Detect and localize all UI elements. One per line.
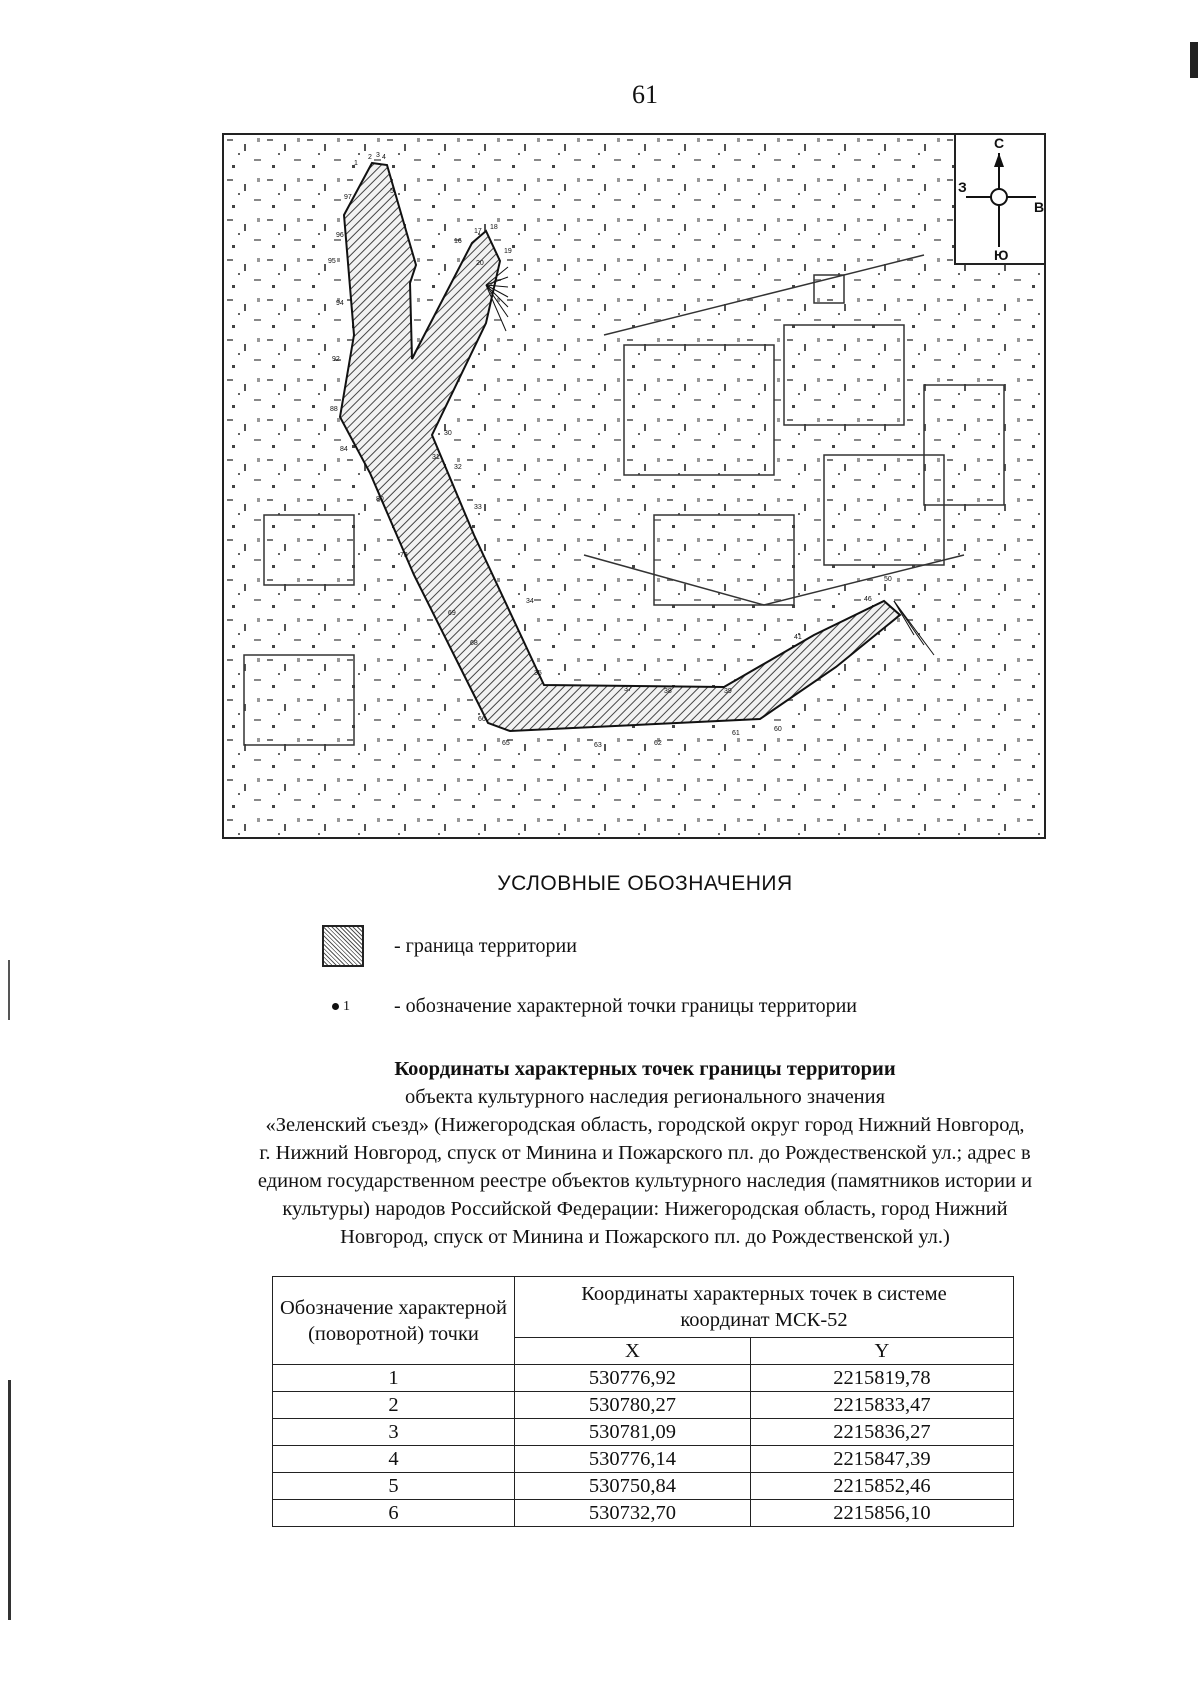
compass-north-label: С xyxy=(994,135,1005,151)
svg-text:95: 95 xyxy=(328,258,336,265)
compass-south-label: Ю xyxy=(994,247,1009,263)
compass-rose xyxy=(954,135,1044,265)
svg-text:84: 84 xyxy=(340,446,348,453)
map-figure xyxy=(222,133,1046,839)
coordinates-description-line: культуры) народов Российской Федерации: Нижегородская область, город Нижний xyxy=(282,1198,1008,1220)
cell-x: 530776,14 xyxy=(515,1446,751,1473)
svg-text:3: 3 xyxy=(376,152,380,159)
svg-text:39: 39 xyxy=(724,688,732,695)
cell-point: 1 xyxy=(273,1365,515,1392)
cell-x: 530781,09 xyxy=(515,1419,751,1446)
svg-text:94: 94 xyxy=(336,300,344,307)
svg-text:33: 33 xyxy=(474,504,482,511)
cell-point: 4 xyxy=(273,1446,515,1473)
legend-point-text: - обозначение характерной точки границы территории xyxy=(394,995,857,1017)
cell-point: 5 xyxy=(273,1473,515,1500)
cell-x: 530780,27 xyxy=(515,1392,751,1419)
compass-icon xyxy=(956,135,1046,265)
svg-text:41: 41 xyxy=(794,634,802,641)
table-row xyxy=(273,1500,1014,1527)
header-coords: Координаты характерных точек в системе координат МСК-52 xyxy=(515,1277,1014,1338)
svg-text:88: 88 xyxy=(330,406,338,413)
cell-x: 530776,92 xyxy=(515,1365,751,1392)
header-y: Y xyxy=(750,1338,1013,1365)
compass-west-label: З xyxy=(958,179,967,195)
coordinates-description-line: «Зеленский съезд» (Нижегородская область, городской округ город Нижний Новгород, xyxy=(265,1114,1025,1136)
coordinates-description-line: г. Нижний Новгород, спуск от Минина и Пожарского пл. до Рождественской ул.; адрес в xyxy=(259,1142,1031,1164)
coordinates-description-line: Новгород, спуск от Минина и Пожарского пл. до Рождественской ул.) xyxy=(340,1226,950,1248)
page-number: 61 xyxy=(632,80,658,109)
cell-y: 2215856,10 xyxy=(750,1500,1013,1527)
svg-text:60: 60 xyxy=(774,726,782,733)
cell-y: 2215847,39 xyxy=(750,1446,1013,1473)
svg-text:16: 16 xyxy=(454,238,462,245)
svg-text:35: 35 xyxy=(534,670,542,677)
cell-y: 2215819,78 xyxy=(750,1365,1013,1392)
scan-binding-marks xyxy=(8,960,11,1620)
svg-text:31: 31 xyxy=(432,454,440,461)
header-x: X xyxy=(515,1338,751,1365)
cell-x: 530732,70 xyxy=(515,1500,751,1527)
table-row xyxy=(273,1473,1014,1500)
svg-text:30: 30 xyxy=(444,430,452,437)
svg-text:50: 50 xyxy=(884,576,892,583)
svg-text:80: 80 xyxy=(376,496,384,503)
table-row xyxy=(273,1365,1014,1392)
svg-text:32: 32 xyxy=(454,464,462,471)
svg-text:17: 17 xyxy=(474,228,482,235)
svg-text:73: 73 xyxy=(400,552,408,559)
legend-item-boundary xyxy=(322,925,577,967)
svg-text:4: 4 xyxy=(382,154,386,161)
cell-point: 3 xyxy=(273,1419,515,1446)
svg-text:69: 69 xyxy=(448,610,456,617)
coordinates-description-line: объекта культурного наследия регионального значения xyxy=(404,1086,886,1108)
coordinates-table xyxy=(272,1276,1014,1527)
svg-text:63: 63 xyxy=(594,742,602,749)
coordinates-description-line: едином государственном реестре объектов культурного наследия (памятников истории и xyxy=(257,1170,1033,1192)
point-marker-icon: 1 xyxy=(322,999,364,1015)
svg-text:34: 34 xyxy=(526,598,534,605)
map-drawing xyxy=(224,135,1046,839)
svg-text:5: 5 xyxy=(390,188,394,195)
svg-text:18: 18 xyxy=(490,224,498,231)
svg-text:19: 19 xyxy=(504,248,512,255)
legend-boundary-text: - граница территории xyxy=(394,934,577,957)
table-row xyxy=(273,1419,1014,1446)
svg-text:61: 61 xyxy=(732,730,740,737)
svg-text:1: 1 xyxy=(354,160,358,167)
svg-text:2: 2 xyxy=(368,154,372,161)
svg-text:68: 68 xyxy=(470,640,478,647)
svg-text:62: 62 xyxy=(654,740,662,747)
svg-text:38: 38 xyxy=(664,688,672,695)
hatched-area-swatch xyxy=(322,925,364,967)
scan-edge-mark xyxy=(1190,42,1198,78)
header-point-column: Обозначение характерной (поворотной) точки xyxy=(273,1277,515,1365)
compass-east-label: В xyxy=(1034,199,1045,215)
cell-x: 530750,84 xyxy=(515,1473,751,1500)
legend-title: УСЛОВНЫЕ ОБОЗНАЧЕНИЯ xyxy=(497,872,793,895)
legend-item-point xyxy=(322,995,857,1018)
svg-text:92: 92 xyxy=(332,356,340,363)
cell-point: 6 xyxy=(273,1500,515,1527)
coordinates-title: Координаты характерных точек границы территории xyxy=(394,1058,896,1080)
svg-text:66: 66 xyxy=(478,716,486,723)
svg-text:46: 46 xyxy=(864,596,872,603)
svg-text:20: 20 xyxy=(476,260,484,267)
svg-text:97: 97 xyxy=(344,194,352,201)
cell-y: 2215836,27 xyxy=(750,1419,1013,1446)
svg-text:96: 96 xyxy=(336,232,344,239)
table-row xyxy=(273,1446,1014,1473)
coordinates-heading xyxy=(180,1055,1110,1251)
cell-y: 2215833,47 xyxy=(750,1392,1013,1419)
table-row xyxy=(273,1392,1014,1419)
cell-point: 2 xyxy=(273,1392,515,1419)
cell-y: 2215852,46 xyxy=(750,1473,1013,1500)
svg-text:65: 65 xyxy=(502,740,510,747)
svg-text:37: 37 xyxy=(624,686,632,693)
